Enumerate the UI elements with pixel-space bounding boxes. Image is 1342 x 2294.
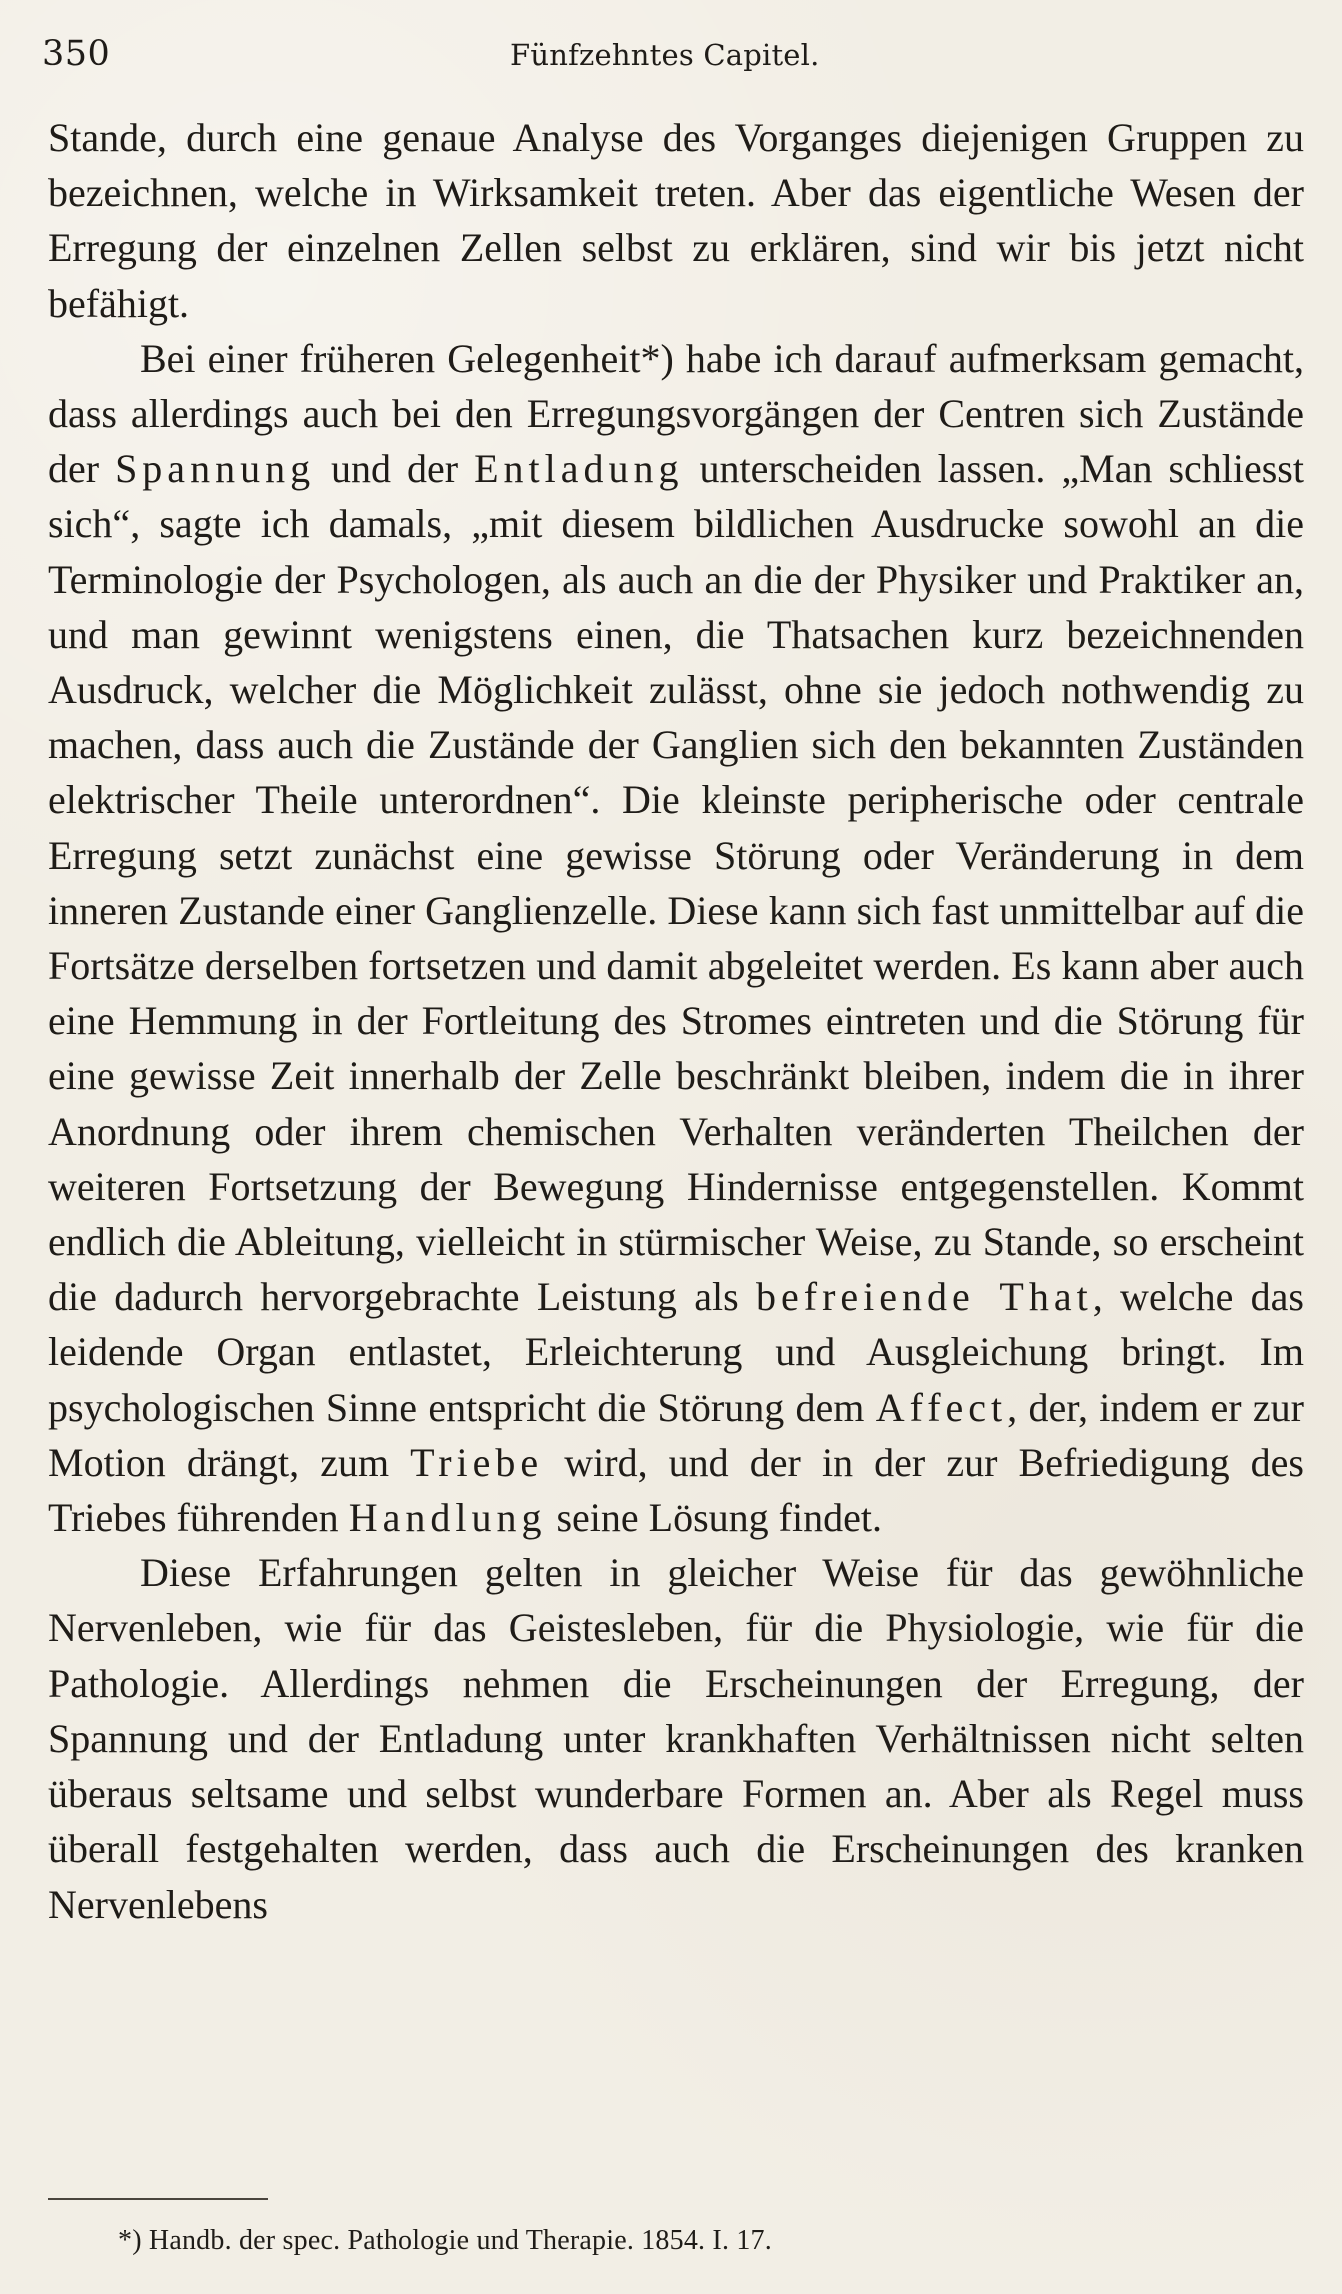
paragraph-text: , der, indem er zur Motion drängt, zum [48, 1384, 1304, 1485]
paragraph-3 [48, 1545, 1304, 1931]
paragraph-text: Diese Erfahrungen gelten in gleicher Weise für das gewöhnliche Nervenleben, wie für das Geistesleben, für die Physiologie, wie für die Pathologie. Allerdings nehmen die Erscheinungen der Erregung, der Spannung und der Entladung unter krankhaften Verhältnissen nicht selten überaus seltsame und selbst wunderbare Formen an. Aber als Regel muss überall festgehalten werden, dass auch die Erscheinungen des kranken Nervenlebens [48, 1550, 1304, 1927]
paragraph-text: Bei einer früheren Gelegenheit*) habe ich darauf aufmerksam gemacht, dass allerdings auch bei den Erregungsvorgängen der Centren sich Zustände der [48, 335, 1304, 492]
paragraph-text: wird, und der in der zur Befriedigung des Triebes führenden [48, 1439, 1305, 1541]
paragraph-text: unterscheiden lassen. „Man schliesst sich“, sagte ich damals, „mit diesem bildlichen Ausdrucke sowohl an die Terminologie der Psychologen, als auch an die der Physiker und Praktiker an, und man gewinnt wenigstens einen, die Thatsachen kurz bezeichnenden Ausdruck, welcher die Möglichkeit zulässt, ohne sie jedoch nothwendig zu machen, dass auch die Zustände der Ganglien sich den bekannten Zuständen elektrischer Theile unterordnen“. Die kleinste peripherische oder centrale Erregung setzt zunächst eine gewisse Störung oder Veränderung in dem inneren Zustande einer Ganglienzelle. Diese kann sich fast unmittelbar auf die Fortsätze derselben fortsetzen und damit abgeleitet werden. Es kann aber auch eine Hemmung in der Fortleitung des Stromes eintreten und die Störung für eine gewisse Zeit innerhalb der Zelle beschränkt bleiben, indem die in ihrer Anordnung oder ihrem chemischen Verhalten veränderten Theilchen der weiteren Fortsetzung der Bewegung Hindernisse entgegenstellen. Kommt endlich die Ableitung, vielleicht in stürmischer Weise, zu Stande, so erscheint die dadurch hervorgebrachte Leistung als [48, 446, 1304, 1320]
spaced-word: befreiende That [756, 1274, 1093, 1320]
footnote: *) Handb. der spec. Pathologie und Therapie. 1854. I. 17. [118, 2225, 772, 2256]
paragraph-2 [48, 331, 1304, 1545]
paragraph-text: und der [315, 446, 475, 492]
paragraph-text: , welche das leidende Organ entlastet, Erleichterung und Ausgleichung bringt. Im psychologischen Sinne entspricht die Störung dem [48, 1274, 1304, 1430]
running-head: Fünfzehntes Capitel. [510, 38, 820, 72]
spaced-word: Triebe [410, 1439, 544, 1485]
page-number: 350 [42, 34, 111, 74]
page-header [42, 34, 1292, 78]
spaced-word: Affect [875, 1384, 1008, 1430]
spaced-word: Entladung [474, 446, 684, 492]
paragraph-text: Stande, durch eine genaue Analyse des Vorganges diejenigen Gruppen zu bezeichnen, welche in Wirksamkeit treten. Aber das eigentliche Wesen der Erregung der einzelnen Zellen selbst zu erklären, sind wir bis jetzt nicht befähigt. [48, 115, 1304, 326]
main-text-block [48, 110, 1304, 1932]
footnote-divider [48, 2198, 268, 2200]
paragraph-text: seine Lösung findet. [546, 1495, 882, 1541]
spaced-word: Spannung [115, 446, 316, 492]
paragraph-1 [48, 110, 1304, 331]
spaced-word: Handlung [348, 1495, 547, 1541]
